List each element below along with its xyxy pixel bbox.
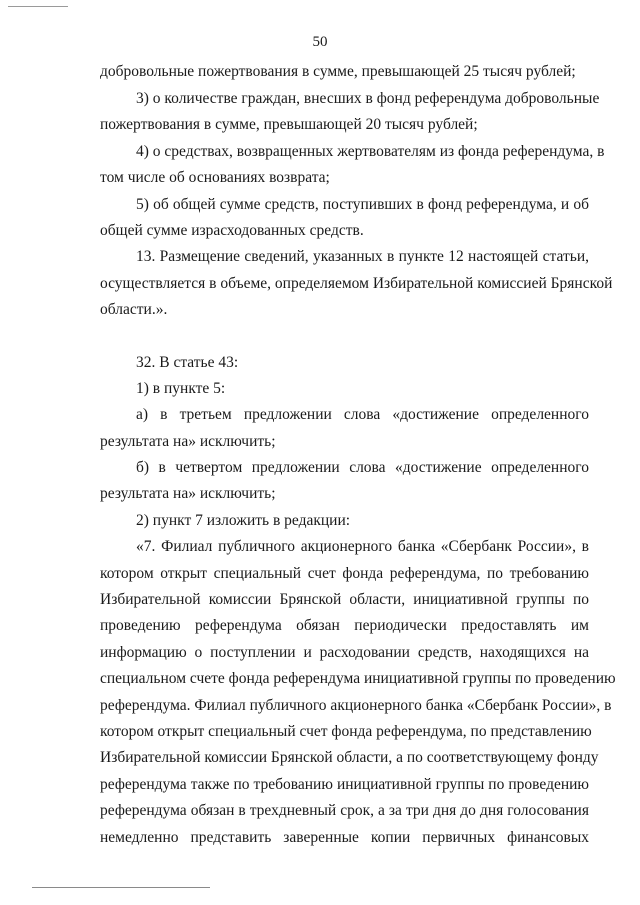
scan-artifact-line xyxy=(8,6,68,7)
text-line: 3) о количестве граждан, внесших в фонд референдума добровольные xyxy=(136,90,600,107)
text-line: референдума обязан в трехдневный срок, а за три дня до дня голосования xyxy=(100,802,589,819)
text-line: 4) о средствах, возвращенных жертвователям из фонда референдума, в xyxy=(136,143,605,160)
text-line: референдума также по требованию инициативной группы по проведению xyxy=(100,776,589,793)
text-line: специальном счете фонда референдума инициативной группы по проведению xyxy=(100,670,616,687)
text-line: «7. Филиал публичного акционерного банка «Сбербанк России», в xyxy=(136,538,589,555)
text-line: Избирательной комиссии Брянской области, а по соответствующему фонду xyxy=(100,749,599,766)
text-line: б) в четвертом предложении слова «достижение определенного xyxy=(136,459,589,476)
text-line: добровольные пожертвования в сумме, превышающей 25 тысяч рублей; xyxy=(100,63,576,80)
footer-rule xyxy=(32,887,210,888)
text-line: 13. Размещение сведений, указанных в пункте 12 настоящей статьи, xyxy=(136,248,589,265)
text-line: пожертвования в сумме, превышающей 20 тысяч рублей; xyxy=(100,116,478,133)
text-line: а) в третьем предложении слова «достижение определенного xyxy=(136,406,589,423)
text-line: котором открыт специальный счет фонда референдума, по представлению xyxy=(100,723,592,740)
text-line: информацию о поступлении и расходовании средств, находящихся на xyxy=(100,644,589,661)
text-line: 2) пункт 7 изложить в редакции: xyxy=(136,512,351,529)
text-line: проведению референдума обязан периодически предоставлять им xyxy=(100,617,589,634)
text-line: результата на» исключить; xyxy=(100,485,276,502)
text-line: немедленно представить заверенные копии первичных финансовых xyxy=(100,829,589,846)
page-number: 50 xyxy=(312,34,328,50)
text-line: общей сумме израсходованных средств. xyxy=(100,222,364,239)
text-line: референдума. Филиал публичного акционерного банка «Сбербанк России», в xyxy=(100,697,612,714)
text-line: том числе об основаниях возврата; xyxy=(100,169,330,186)
section-heading: 32. В статье 43: xyxy=(136,354,239,371)
text-line: осуществляется в объеме, определяемом Избирательной комиссией Брянской xyxy=(100,275,613,292)
text-line: Избирательной комиссии Брянской области, инициативной группы по xyxy=(100,591,589,608)
text-line: 1) в пункте 5: xyxy=(136,380,226,397)
text-line: 5) об общей сумме средств, поступивших в фонд референдума, и об xyxy=(136,196,589,213)
text-line: котором открыт специальный счет фонда референдума, по требованию xyxy=(100,565,589,582)
text-line: области.». xyxy=(100,301,168,318)
text-line: результата на» исключить; xyxy=(100,433,276,450)
